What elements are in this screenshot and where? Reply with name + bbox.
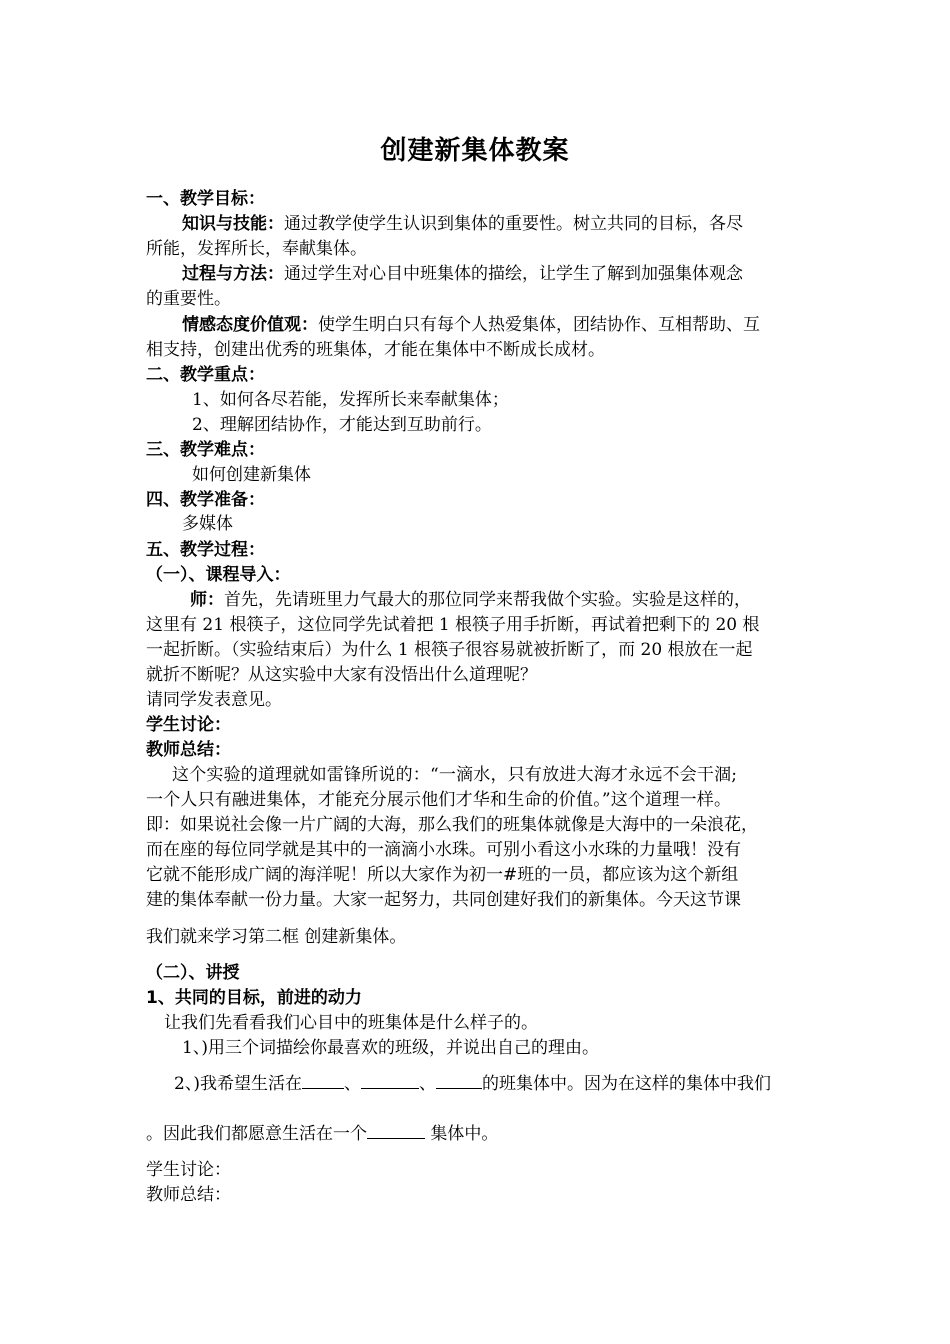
lecture-intro: 让我们先看看我们心目中的班集体是什么样子的。 — [164, 1013, 538, 1033]
process-text: 通过学生对心目中班集体的描绘，让学生了解到加强集体观念 — [284, 264, 743, 284]
emotion-text: 使学生明白只有每个人热爱集体，团结协作、互相帮助、互 — [318, 315, 760, 335]
part1-heading: （一）、课程导入： — [146, 565, 291, 585]
key-point-item-2: 2、理解团结协作，才能达到互助前行。 — [192, 415, 492, 435]
intro-line-3: 一起折断。（实验结束后）为什么 1 根筷子很容易就被折断了，而 20 根放在一起 — [146, 640, 753, 660]
intro-line-1 — [190, 588, 751, 612]
summary-line-1: 这个实验的道理就如雷锋所说的：“一滴水，只有放进大海才永远不会干涸; — [172, 765, 738, 785]
intro-text: 首先，先请班里力气最大的那位同学来帮我做个实验。实验是这样的， — [224, 590, 751, 610]
process-line-2: 的重要性。 — [146, 289, 231, 309]
fill-blank-2[interactable] — [361, 1072, 419, 1089]
question-3 — [146, 1122, 498, 1146]
summary-line-3: 即：如果说社会像一片广阔的大海，那么我们的班集体就像是大海中的一朵浪花， — [146, 815, 758, 835]
question-2-sep-2: 、 — [418, 1074, 436, 1094]
knowledge-label: 知识与技能： — [182, 214, 284, 234]
section-heading-preparation: 四、教学准备： — [146, 490, 265, 510]
question-2-prefix: 2、)我希望生活在 — [174, 1074, 302, 1094]
question-3-suffix: 集体中。 — [425, 1124, 499, 1144]
summary-line-6: 建的集体奉献一份力量。大家一起努力，共同创建好我们的新集体。今天这节课 — [146, 890, 741, 910]
intro-line-2: 这里有 21 根筷子，这位同学先试着把 1 根筷子用手折断，再试着把剩下的 20 根 — [146, 615, 760, 635]
part2-heading: （二）、讲授 — [146, 963, 240, 983]
knowledge-text: 通过教学使学生认识到集体的重要性。树立共同的目标，各尽 — [284, 214, 743, 234]
emotion-label: 情感态度价值观： — [182, 315, 318, 335]
question-1: 1、)用三个词描绘你最喜欢的班级，并说出自己的理由。 — [182, 1038, 599, 1058]
intro-line-5: 请同学发表意见。 — [146, 690, 282, 710]
section-heading-objectives: 一、教学目标： — [146, 189, 265, 209]
difficulty-text: 如何创建新集体 — [192, 465, 311, 485]
document-title: 创建新集体教案 — [380, 136, 570, 166]
point1-heading: 1、共同的目标，前进的动力 — [146, 988, 362, 1008]
summary-line-7: 我们就来学习第二框 创建新集体。 — [146, 927, 407, 947]
intro-line-4: 就折不断呢？从这实验中大家有没悟出什么道理呢？ — [146, 665, 537, 685]
question-2 — [174, 1072, 771, 1096]
section-heading-key-points: 二、教学重点： — [146, 365, 265, 385]
question-2-sep-1: 、 — [343, 1074, 361, 1094]
question-2-suffix: 的班集体中。因为在这样的集体中我们 — [481, 1074, 771, 1094]
fill-blank-1[interactable] — [302, 1072, 344, 1089]
key-point-item-1: 1、如何各尽若能，发挥所长来奉献集体； — [192, 390, 509, 410]
summary-line-4: 而在座的每位同学就是其中的一滴滴小水珠。可别小看这小水珠的力量哦！没有 — [146, 840, 741, 860]
teacher-summary-label-2: 教师总结： — [146, 1185, 231, 1205]
emotion-line-2: 相支持，创建出优秀的班集体，才能在集体中不断成长成材。 — [146, 340, 605, 360]
knowledge-line-1 — [182, 212, 743, 236]
fill-blank-3[interactable] — [436, 1072, 482, 1089]
knowledge-line-2: 所能，发挥所长，奉献集体。 — [146, 239, 367, 259]
section-heading-process: 五、教学过程： — [146, 540, 265, 560]
student-discussion-label: 学生讨论： — [146, 715, 231, 735]
process-label: 过程与方法： — [182, 264, 284, 284]
teacher-label: 师： — [190, 590, 224, 610]
student-discussion-label-2: 学生讨论： — [146, 1160, 231, 1180]
process-line-1 — [182, 262, 743, 286]
preparation-text: 多媒体 — [182, 514, 233, 534]
summary-line-5: 它就不能形成广阔的海洋呢！所以大家作为初一#班的一员，都应该为这个新组 — [146, 865, 739, 885]
section-heading-difficulties: 三、教学难点： — [146, 440, 265, 460]
teacher-summary-label: 教师总结： — [146, 740, 231, 760]
question-3-prefix: 。因此我们都愿意生活在一个 — [146, 1124, 367, 1144]
fill-blank-4[interactable] — [367, 1122, 425, 1139]
summary-line-2: 一个人只有融进集体，才能充分展示他们才华和生命的价值。”这个道理一样。 — [146, 790, 732, 810]
emotion-line-1 — [182, 313, 760, 337]
